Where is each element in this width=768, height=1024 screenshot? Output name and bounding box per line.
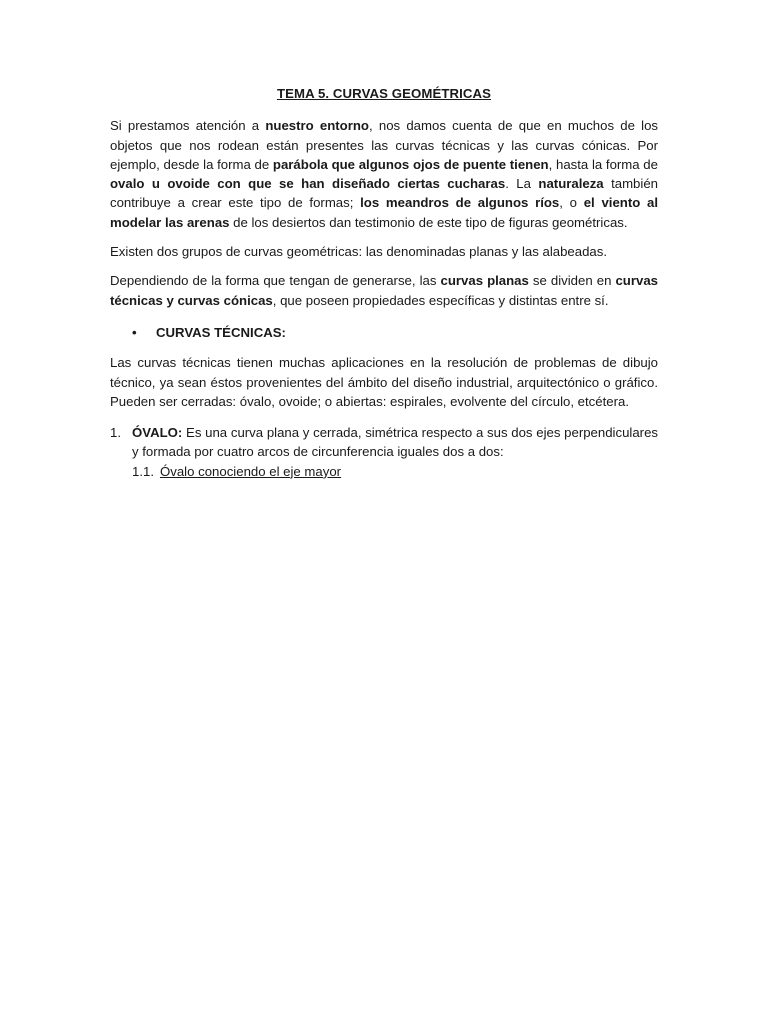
document-body — [110, 84, 658, 481]
numbered-item-ovalo — [110, 423, 658, 462]
sub-item-ovalo-eje-mayor — [110, 462, 658, 481]
text-run: se dividen en — [528, 273, 616, 289]
bold-text-run: los meandros de algunos ríos — [360, 195, 560, 211]
text-run: también contribuye a crear este tipo de formas; — [110, 176, 658, 211]
text-run: , que poseen propiedades específicas y distintas entre sí. — [272, 292, 609, 308]
bullet-heading-label: CURVAS TÉCNICAS: — [156, 324, 286, 340]
groups-paragraph: Existen dos grupos de curvas geométricas: las denominadas planas y las alabeadas. — [110, 244, 608, 260]
intro-paragraph — [110, 116, 658, 232]
bullet-icon: • — [132, 324, 137, 340]
bold-text-run: naturaleza — [538, 176, 604, 192]
bold-text-run: parábola que algunos ojos de puente tienen — [272, 156, 549, 172]
numbered-item-number: 1. — [110, 425, 121, 441]
sub-item-number: 1.1. — [132, 463, 154, 479]
tecnicas-paragraph: Las curvas técnicas tienen muchas aplicaciones en la resolución de problemas de dibujo técnico, ya sean éstos provenientes del ámbito del diseño industrial, arquitectónico o gráfico. Pueden ser cerradas: óvalo, ovoide; o abiertas: espirales, evolvente del círculo, etcétera. — [110, 355, 658, 409]
sub-item-text: Óvalo conociendo el eje mayor — [160, 463, 342, 479]
text-run: , nos damos cuenta de que en muchos de los objetos que nos rodean están presentes las curvas técnicas y las curvas cónicas. Por ejemplo, desde la forma de — [110, 118, 659, 172]
numbered-item-term: ÓVALO: — [132, 425, 183, 441]
text-run: de los desiertos dan testimonio de este tipo de figuras geométricas. — [229, 214, 628, 230]
bold-text-run: curvas planas — [440, 273, 529, 289]
text-run: , o — [559, 195, 584, 211]
document-title: TEMA 5. CURVAS GEOMÉTRICAS — [276, 86, 492, 101]
bold-text-run: nuestro entorno — [265, 118, 369, 134]
planas-paragraph — [110, 271, 658, 310]
text-run: Si prestamos atención a — [110, 118, 266, 134]
text-run: . La — [505, 176, 539, 192]
bold-text-run: el viento al modelar las arenas — [110, 195, 659, 230]
bullet-heading-curvas-tecnicas — [110, 323, 658, 342]
text-run: Dependiendo de la forma que tengan de generarse, las — [110, 273, 441, 289]
bold-text-run: curvas técnicas y curvas cónicas — [110, 273, 658, 308]
numbered-item-text: Es una curva plana y cerrada, simétrica respecto a sus dos ejes perpendiculares y formada por cuatro arcos de circunferencia iguales dos a dos: — [132, 425, 658, 460]
bold-text-run: ovalo u ovoide con que se han diseñado ciertas cucharas — [110, 176, 506, 192]
text-run: , hasta la forma de — [548, 156, 658, 172]
